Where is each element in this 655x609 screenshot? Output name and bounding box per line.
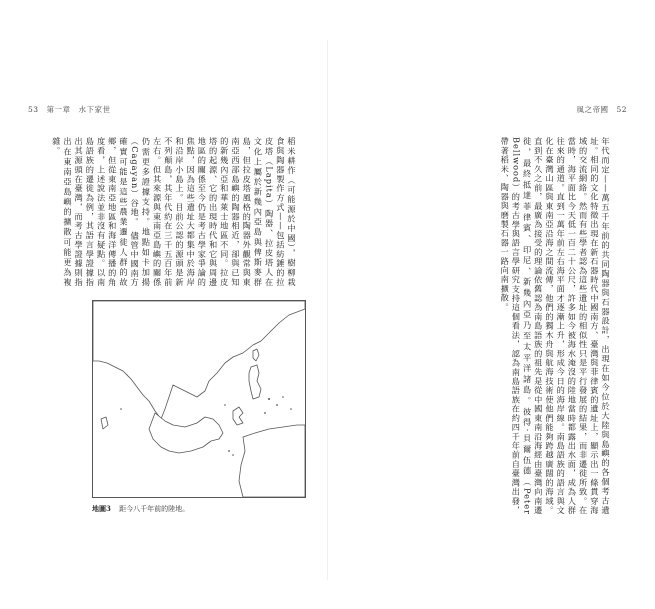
figure-number: 地圖3 [92,504,111,513]
left-page [0,0,327,609]
right-body-text: 年代而定——萬五千年前的共同陶器與石器設計，出現在如今位於大陸與島嶼的各個考古遺址。相同的文化特徵出現在新石器時代中國南方、臺灣與菲律賓的遺址上，顯示出一條貫穿海域的交流網絡。然而有些學者認為這些遺址的相似性只是平行發展的結果，而非遷徙所致。在當時，海平面比今天低一百二十公尺，許多如今被海水淹沒的陸地當時都露出水面，成為人群往來的通道。直到一萬年前左右海平面才逐漸上升，形成今日的海岸線。南島語族的語言與文化在臺灣山區與東南亞沿海之間流傳，他們的獨木舟與航海技術使他們能夠跨越廣闊的海域。直到不久之前，最廣為接受的理論依舊認為南島語族的祖先是從中國東南沿海經由臺灣向南遷徙，最終抵達菲律賓、印尼、新幾內亞乃至太平洋諸島。彼得·貝爾伍德（Peter Bellwood）的考古學與語言學研究支持這個看法，認為南島語族在約四千年前自臺灣出發，帶著稻米、陶器與磨製石器一路向南擴散。 [500,137,611,515]
taiwan-island [253,349,259,361]
right-page [328,0,655,609]
left-running-head: 53 第一章 水下家世 [28,105,111,114]
right-running-head: 風之帝國 52 [576,105,627,114]
map-figure [92,300,306,498]
asia-mainland [93,301,305,419]
southeast-asia-map [93,301,305,497]
sri-lanka-island [101,417,108,429]
sundaland-landmass [149,413,223,453]
left-body-text: 稻米耕作（可能源於中國），樹柳栽食與陶器製作方式——包括紡錘的拉皮塔（Lapita）陶器、拉皮塔人在文化上屬於新幾內亞島與俾斯麥群島，但拉皮塔風格的陶器外觀常與東南亞西部島嶼的陶器相近，卻與已知的新幾內亞和華萊士地區不同。拉皮塔的起源、它的出現時代和它與周邊地區的關係至今仍是考古學家爭論的焦點，因為這些遺址大都集中於海岸和沿岸小島上。目前公認的源頭是新不列顛島，其年代約在三千五百年前左右。但其來源與東南亞島嶼的關係仍需更多證據支持。地點如卡加揚（Cagayan）谷地。 儘管中國南方確實可能是這些農業遷徙人群的故鄉，但從東南亞地區和海洋傳播的角度看，上述說法並非沒有疑點。以南島語族的遷徙為例，其語言學證據指出其源頭在臺灣，而考古學證據則指出在東南亞島嶼的擴散可能更為複雜。 [51,137,297,287]
figure-caption-text: 距今八千年前的陸地。 [119,505,190,513]
philippines-islands [249,365,261,399]
sulawesi-island [233,407,243,425]
map-caption [92,504,189,514]
sahul-landmass [239,425,305,497]
